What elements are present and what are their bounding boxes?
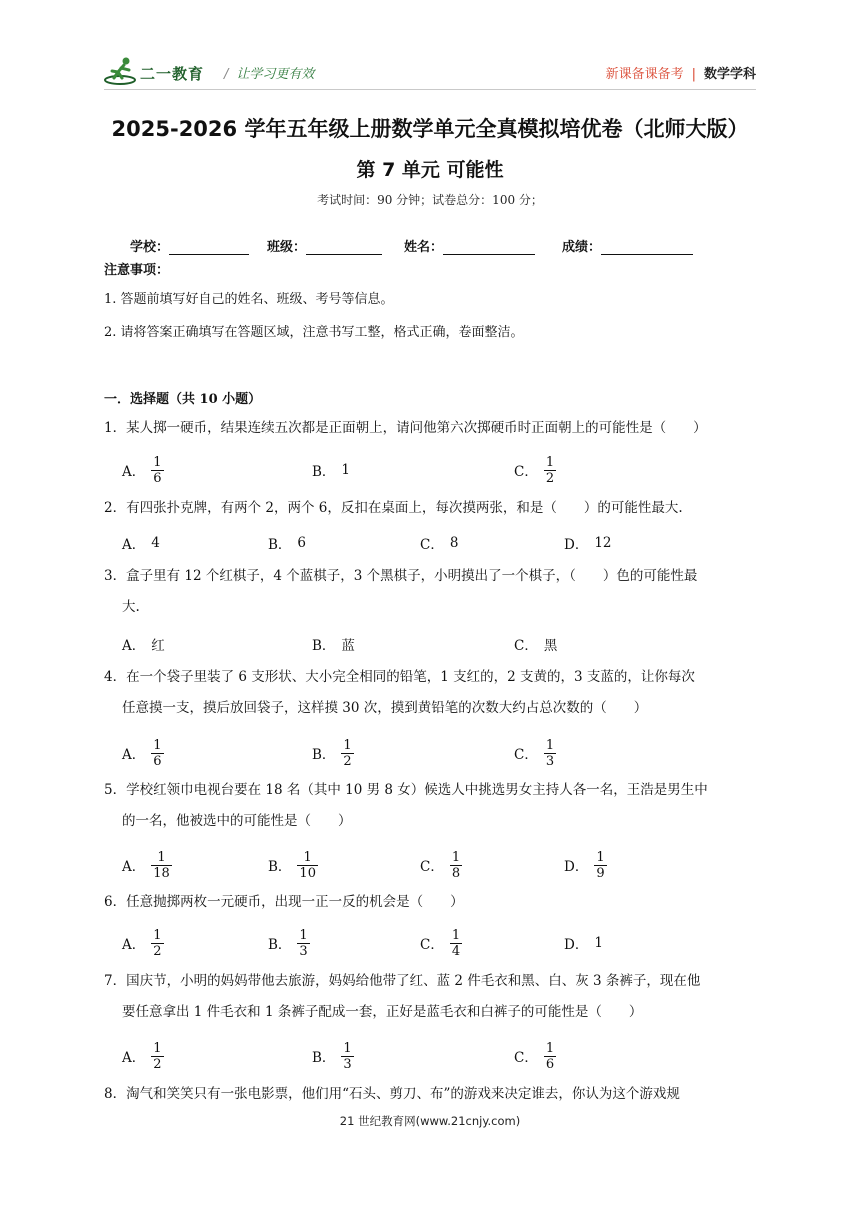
question-8	[104, 1079, 760, 1110]
header-tag: 新课备课备考	[605, 67, 684, 82]
question-text-cont: 的一名，他被选中的可能性是（ ）	[122, 813, 352, 829]
option-b[interactable]: B． 蓝	[312, 638, 355, 654]
page-header	[104, 52, 756, 90]
option-c[interactable]: C． $\frac{1}{3}$	[514, 737, 555, 769]
runner-logo-icon	[104, 56, 140, 86]
question-6	[104, 887, 760, 918]
class-field[interactable]: 班级：	[267, 236, 382, 255]
question-text: 3．盒子里有 12 个红棋子，4 个蓝棋子，3 个黑棋子，小明摸出了一个棋子，（ ）色的可能性最	[104, 568, 698, 584]
page-footer: 21 世纪教育网(www.21cnjy.com)	[339, 1114, 521, 1128]
option-b[interactable]: B． $\frac{1}{2}$	[312, 737, 352, 769]
option-a[interactable]: A． $\frac{1}{6}$	[122, 737, 162, 769]
option-a[interactable]: A． $\frac{1}{6}$	[122, 454, 162, 486]
school-field[interactable]: 学校：	[130, 236, 249, 255]
question-1	[104, 413, 760, 444]
header-subject: 数学学科	[703, 67, 756, 82]
option-a[interactable]: A． $\frac{1}{2}$	[122, 927, 162, 959]
question-text-cont: 任意摸一支，摸后放回袋子，这样摸 30 次，摸到黄铅笔的次数大约占总次数的（ ）	[122, 700, 648, 716]
question-text-cont: 大.	[122, 599, 140, 615]
option-b[interactable]: B． 6	[268, 535, 307, 553]
score-field[interactable]: 成绩：	[562, 236, 693, 255]
option-b[interactable]: B． 1	[312, 462, 351, 480]
question-text: 8．淘气和笑笑只有一张电影票，他们用“石头、剪刀、布”的游戏来决定谁去，你认为这个游戏规	[104, 1086, 680, 1102]
option-d[interactable]: D． $\frac{1}{9}$	[564, 849, 605, 881]
option-b[interactable]: B． $\frac{1}{3}$	[268, 927, 308, 959]
option-c[interactable]: C． $\frac{1}{8}$	[420, 849, 461, 881]
header-right: 新课备课备考 | 数学学科	[605, 67, 756, 82]
slogan: / 让学习更有效	[224, 67, 315, 82]
question-7	[104, 966, 760, 1028]
option-a[interactable]: A． $\frac{1}{18}$	[122, 849, 170, 881]
question-text: 7．国庆节，小明的妈妈带他去旅游，妈妈给他带了红、蓝 2 件毛衣和黑、白、灰 3 条裤子，现在他	[104, 973, 701, 989]
logo-text: 二一教育	[140, 65, 205, 83]
notice-item: 2. 请将答案正确填写在答题区域，注意书写工整，格式正确，卷面整洁。	[104, 325, 524, 340]
header-divider	[104, 89, 756, 90]
question-5	[104, 775, 760, 837]
question-text-cont: 要任意拿出 1 件毛衣和 1 条裤子配成一套，正好是蓝毛衣和白裤子的可能性是（ ）	[122, 1004, 643, 1020]
option-b[interactable]: B． $\frac{1}{10}$	[268, 849, 316, 881]
option-a[interactable]: A． 红	[122, 638, 165, 654]
option-c[interactable]: C． 黑	[514, 638, 558, 654]
option-d[interactable]: D． 12	[564, 535, 612, 553]
notice-item: 1. 答题前填写好自己的姓名、班级、考号等信息。	[104, 292, 394, 307]
question-text: 1．某人掷一硬币，结果连续五次都是正面朝上，请问他第六次掷硬币时正面朝上的可能性是（ ）	[104, 420, 707, 436]
option-a[interactable]: A． $\frac{1}{2}$	[122, 1040, 162, 1072]
section-title: 一．选择题（共 10 小题）	[104, 392, 262, 407]
question-text: 4．在一个袋子里装了 6 支形状、大小完全相同的铅笔，1 支红的，2 支黄的，3 支蓝的，让你每次	[104, 669, 695, 685]
logo	[104, 56, 214, 86]
option-b[interactable]: B． $\frac{1}{3}$	[312, 1040, 352, 1072]
option-d[interactable]: D． 1	[564, 935, 603, 953]
exam-info: 考试时间：90 分钟；试卷总分：100 分；	[317, 193, 543, 207]
option-c[interactable]: C． $\frac{1}{6}$	[514, 1040, 555, 1072]
question-3	[104, 561, 760, 623]
question-text: 5．学校红领巾电视台要在 18 名（其中 10 男 8 女）候选人中挑选男女主持人各一名，王浩是男生中	[104, 782, 708, 798]
name-field[interactable]: 姓名：	[404, 236, 535, 255]
page-subtitle: 第 7 单元 可能性	[356, 159, 504, 181]
option-a[interactable]: A． 4	[122, 535, 160, 553]
question-4	[104, 662, 760, 724]
question-text: 6．任意抛掷两枚一元硬币，出现一正一反的机会是（ ）	[104, 894, 464, 910]
option-c[interactable]: C． 8	[420, 535, 459, 553]
notice-title: 注意事项：	[104, 263, 170, 278]
question-text: 2．有四张扑克牌，有两个 2，两个 6，反扣在桌面上，每次摸两张，和是（ ）的可能性最大.	[104, 500, 683, 516]
page-title: 2025-2026 学年五年级上册数学单元全真模拟培优卷（北师大版）	[111, 117, 749, 141]
option-c[interactable]: C． $\frac{1}{4}$	[420, 927, 461, 959]
option-c[interactable]: C． $\frac{1}{2}$	[514, 454, 555, 486]
slogan-text: 让学习更有效	[236, 67, 315, 82]
question-2	[104, 493, 760, 524]
